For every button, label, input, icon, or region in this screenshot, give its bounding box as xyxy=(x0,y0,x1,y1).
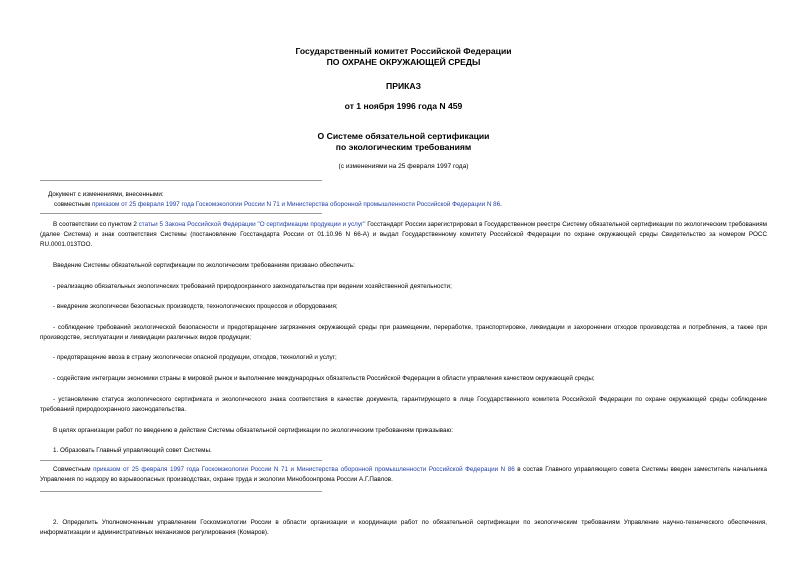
separator-rule xyxy=(40,460,322,461)
doc-type: ПРИКАЗ xyxy=(386,81,421,91)
separator-rule xyxy=(40,213,322,214)
changes-post: . xyxy=(500,201,502,208)
point-1-note-b: в состав Главного управляющего совета Системы введен заместитель начальника Управления по надзору во взрывоопасных производствах, охране труда и экологии Минобоонпрома России А.Г.Павлов. xyxy=(40,466,767,484)
paragraph-basis-a: В соответствии со пунктом 2 xyxy=(53,221,139,228)
changes-line xyxy=(54,200,502,210)
doc-title-line-2: по экологическим требованиям xyxy=(335,142,472,152)
org-line-2: ПО ОХРАНЕ ОКРУЖАЮЩЕЙ СРЕДЫ xyxy=(326,57,481,67)
point-1-note-a: Совместным xyxy=(53,466,94,473)
separator-rule xyxy=(40,491,322,492)
changes-pre: совместным xyxy=(54,201,92,208)
paragraph-purpose: Введение Системы обязательной сертификации по экологическим требованиям призвано обеспечить: xyxy=(53,262,355,269)
org-line-1: Государственный комитет Российской Федерации xyxy=(295,46,512,56)
changes-order-link[interactable]: приказом от 25 февраля 1997 года Госкомэкологии России N 71 и Министерства оборонной промышленности Российской Федерации N 86 xyxy=(91,201,501,208)
list-item: - реализацию обязательных экологических требований природоохранного законодательства при ведении хозяйственной деятельности; xyxy=(53,283,452,290)
paragraph-order: В целях организации работ по введению в действие Системы обязательной сертификации по экологическим требованиям приказываю: xyxy=(53,427,454,434)
list-item: - соблюдение требований экологической безопасности и предотвращение загрязнения окружающей среды при размещении, переработке, транспортировке, ликвидации и захоронении отходов производства и потребления, а также при производстве, эксплуатации и ликвидации различных видов продукции; xyxy=(40,324,767,342)
point-1-order-link[interactable]: приказом от 25 февраля 1997 года Госкомэкологии России N 71 и Министерства оборонной промышленности Российской Федерации N 86 xyxy=(93,466,515,473)
point-1: 1. Образовать Главный управляющий совет Системы. xyxy=(53,447,212,454)
list-item: - предотвращение ввоза в страну экологически опасной продукции, отходов, технологий и услуг; xyxy=(53,354,337,361)
separator-rule xyxy=(40,180,322,181)
list-item: - установление статуса экологического сертификата и экологического знака соответствия в качестве документа, гарантирующего в лице Государственного комитета Российской Федерации по охране окружающей среды соблюдение требований природоохранного законодательства. xyxy=(40,396,767,414)
amendment-note: (с изменениями на 25 февраля 1997 года) xyxy=(338,163,469,170)
doc-date-number: от 1 ноября 1996 года N 459 xyxy=(344,101,463,111)
changes-intro: Документ с изменениями, внесенными: xyxy=(48,191,164,198)
list-item: - внедрение экологически безопасных производств, технологических процессов и оборудования; xyxy=(53,303,338,310)
point-1-note xyxy=(40,465,767,485)
paragraph-basis xyxy=(40,220,767,251)
list-item: - содействие интеграции экономики страны в мировой рынок и выполнение международных обязательств Российской Федерации в области управления качеством окружающей среды; xyxy=(53,375,595,382)
doc-title-line-1: О Системе обязательной сертификации xyxy=(317,131,490,141)
point-2: 2. Определить Уполномоченным управлением Госкомэкологии России в области организации и координации работ по обязательной сертификации по экологическим требованиям Управление научно-технического обеспечения, информатизации и административных механизмов регулирования (Комаров). xyxy=(40,519,767,537)
law-article-link[interactable]: статьи 5 Закона Российской Федерации "О сертификации продукции и услуг" xyxy=(138,221,366,228)
paragraph-basis-b: Госстандарт России зарегистрировал в Государственном реестре Систему обязательной сертификации по экологическим требованиям (далее Система) и знак соответствия Системы (постановление Госстандарта России от 01.10.96 N 66-А) и выдал Государственному комитету Российской Федерации по охране окружающей среды Свидетельство за номером РОСС RU.0001.013ТОО. xyxy=(40,221,767,249)
